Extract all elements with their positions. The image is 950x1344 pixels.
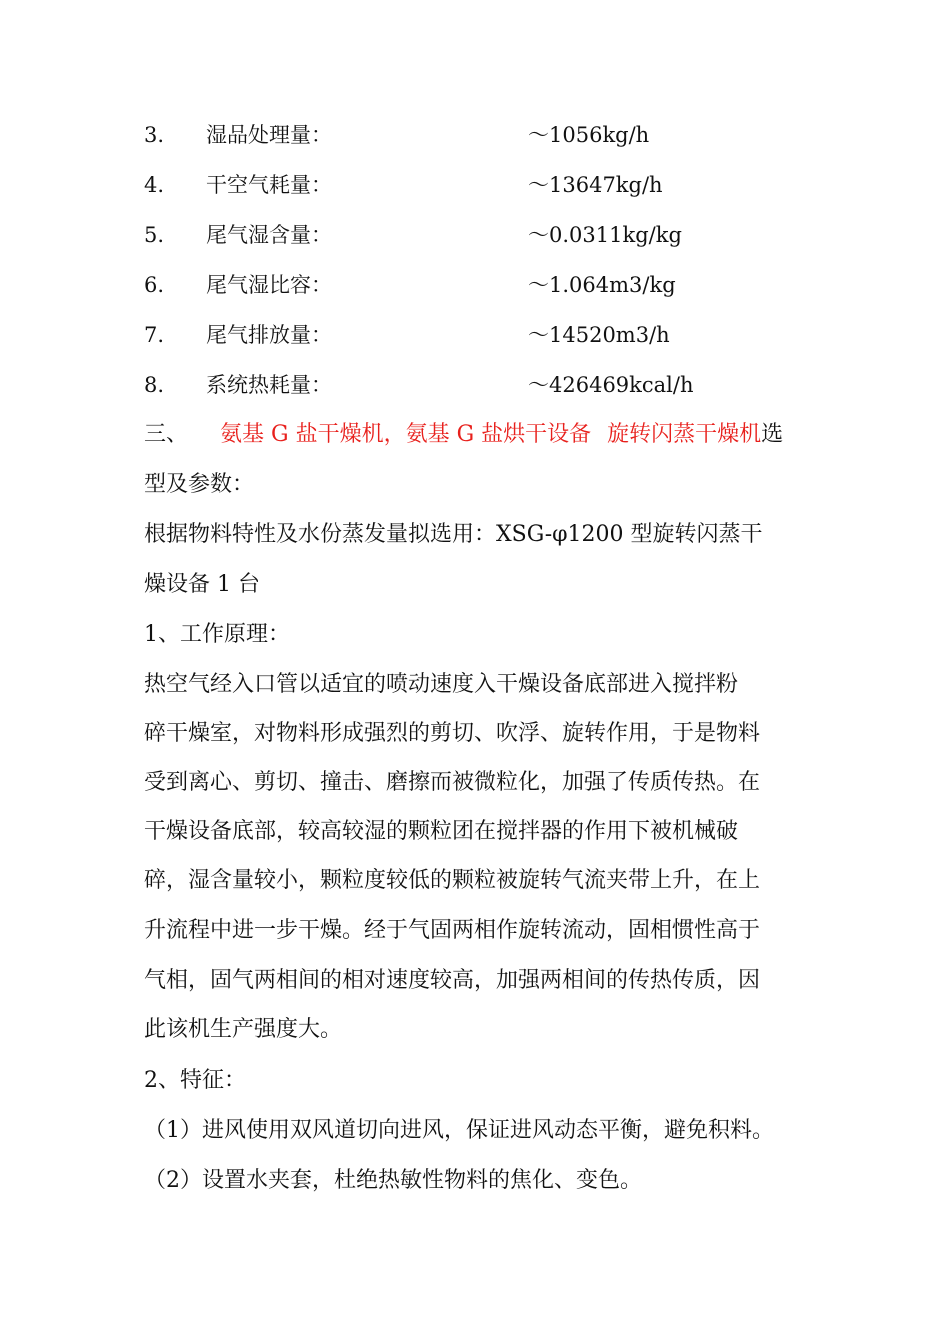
features-heading: 2、特征： xyxy=(144,1068,246,1093)
param-label: 干空气耗量： xyxy=(206,173,332,197)
param-label: 尾气湿含量： xyxy=(206,223,332,247)
section-heading-cont: 型及参数： xyxy=(144,472,255,497)
param-number: 6. xyxy=(144,273,165,297)
section-title-red-2: 旋转闪蒸干燥机 xyxy=(607,422,762,447)
param-value: ～1.064m3/kg xyxy=(528,273,676,297)
section-prefix: 三、 xyxy=(144,422,189,447)
param-number: 5. xyxy=(144,223,165,247)
principle-heading: 1、工作原理： xyxy=(144,622,290,647)
param-value: ～0.0311kg/kg xyxy=(528,223,682,247)
principle-line: 碎干燥室，对物料形成强烈的剪切、吹浮、旋转作用，于是物料 xyxy=(144,721,761,746)
param-value: ～426469kcal/h xyxy=(528,373,694,397)
principle-line: 热空气经入口管以适宜的喷动速度入干燥设备底部进入搅拌粉 xyxy=(144,672,739,697)
selection-text-cont: 燥设备 1 台 xyxy=(144,572,260,597)
principle-line: 受到离心、剪切、撞击、磨擦而被微粒化，加强了传质传热。在 xyxy=(144,770,761,795)
principle-line: 此该机生产强度大。 xyxy=(144,1017,343,1042)
param-number: 3. xyxy=(144,123,165,147)
param-label: 湿品处理量： xyxy=(206,123,332,147)
param-label: 尾气湿比容： xyxy=(206,273,332,297)
principle-line: 干燥设备底部，较高较湿的颗粒团在搅拌器的作用下被机械破 xyxy=(144,819,739,844)
param-label: 系统热耗量： xyxy=(206,373,332,397)
param-value: ～1056kg/h xyxy=(528,123,650,147)
param-number: 8. xyxy=(144,373,165,397)
feature-item: （2）设置水夹套，杜绝热敏性物料的焦化、变色。 xyxy=(144,1168,642,1193)
param-value: ～13647kg/h xyxy=(528,173,663,197)
param-label: 尾气排放量： xyxy=(206,323,332,347)
section-heading xyxy=(144,420,814,450)
selection-text: 根据物料特性及水份蒸发量拟选用：XSG-φ1200 型旋转闪蒸干 xyxy=(144,522,763,547)
feature-item: （1）进风使用双风道切向进风，保证进风动态平衡，避免积料。 xyxy=(144,1118,774,1143)
principle-line: 气相，固气两相间的相对速度较高，加强两相间的传热传质，因 xyxy=(144,968,761,993)
param-number: 4. xyxy=(144,173,165,197)
section-title-red: 氨基 G 盐干燥机，氨基 G 盐烘干设备 xyxy=(220,422,592,447)
section-suffix: 选 xyxy=(761,422,784,447)
principle-line: 升流程中进一步干燥。经于气固两相作旋转流动，固相惯性高于 xyxy=(144,918,761,943)
param-number: 7. xyxy=(144,323,165,347)
param-value: ～14520m3/h xyxy=(528,323,670,347)
principle-line: 碎，湿含量较小，颗粒度较低的颗粒被旋转气流夹带上升，在上 xyxy=(144,868,761,893)
